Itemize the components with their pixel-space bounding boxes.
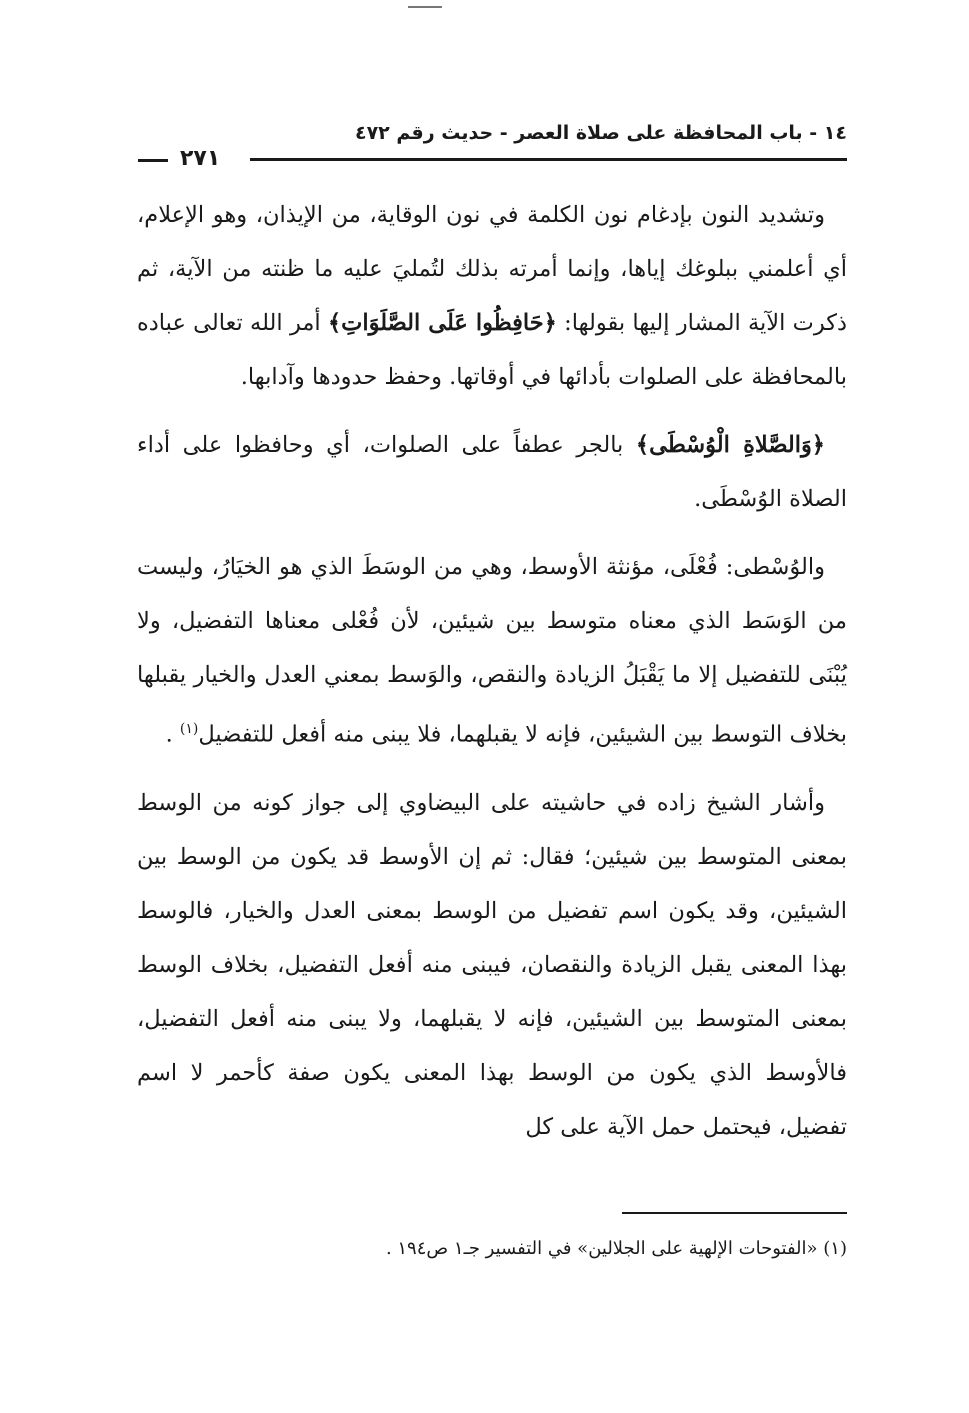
top-margin-mark (408, 6, 442, 8)
quran-verse-1: ﴿حَافِظُوا عَلَى الصَّلَوَاتِ﴾ (327, 310, 557, 336)
paragraph-3-end: . (165, 721, 180, 748)
footnote-reference: (١) (179, 721, 199, 737)
running-head-title: ١٤ - باب المحافظة على صلاة العصر - حديث رقم ٤٧٢ (354, 122, 847, 144)
quran-verse-2: ﴿وَالصَّلاةِ الْوُسْطَى﴾ (635, 432, 825, 458)
header-rule (250, 158, 847, 161)
paragraph-4 (137, 776, 847, 1154)
footnote-1: (١) «الفتوحات الإلهية على الجلالين» في التفسير جـ١ ص١٩٤ . (385, 1238, 847, 1259)
paragraph-3 (137, 540, 847, 762)
paragraph-4-text: وأشار الشيخ زاده في حاشيته على البيضاوي إلى جواز كونه من الوسط بمعنى المتوسط بين شيئين؛ فقال: ثم إن الأوسط قد يكون من الوسط بين الشيئين، وقد يكون اسم تفضيل من الوسط بمعنى العدل والخيار، فالوسط بهذا المعنى يقبل الزيادة والنقصان، فيبنى منه أفعل التفضيل، بخلاف الوسط بمعنى المتوسط بين الشيئين، فإنه لا يقبلهما، ولا يبنى منه أفعل التفضيل، فالأوسط الذي يكون من الوسط بهذا المعنى يكون صفة كأحمر لا اسم تفضيل، فيحتمل حمل الآية على كل (137, 789, 847, 1140)
paragraph-1-text-b: أمر الله تعالى عباده بالمحافظة على الصلوات بأدائها في أوقاتها. وحفظ حدودها وآدابها. (137, 310, 847, 390)
footnote-separator (622, 1212, 847, 1214)
paragraph-3-text: والوُسْطى: فُعْلَى، مؤنثة الأوسط، وهي من الوسَطَ الذي هو الخيَارُ، وليست من الوَسَط الذي معناه متوسط بين شيئين، لأن فُعْلى معناها التفضيل، ولا يُبْنَى للتفضيل إلا ما يَقْبَلُ الزيادة والنقص، والوَسط بمعني العدل والخيار يقبلها بخلاف التوسط بين الشيئين، فإنه لا يقبلهما، فلا يبنى منه أفعل للتفضيل (137, 554, 847, 748)
page-number-dash (138, 159, 168, 162)
page-header (132, 112, 847, 174)
paragraph-1-text-a: وتشديد النون بإدغام نون الكلمة في نون الوقاية، من الإيذان، وهو الإعلام، أي أعلمني ببلوغك إياها، وإنما أمرته بذلك لتُمليَ عليه ما ظنته من الآية، ثم ذكرت الآية المشار إليها بقولها: (137, 202, 848, 336)
paragraph-2 (137, 418, 847, 526)
paragraph-1 (137, 188, 847, 404)
page-number: ٢٧١ (180, 146, 221, 171)
paragraph-2-text: بالجر عطفاً على الصلوات، أي وحافظوا على أداء الصلاة الوُسْطَى. (137, 432, 847, 512)
main-text (137, 188, 847, 1168)
